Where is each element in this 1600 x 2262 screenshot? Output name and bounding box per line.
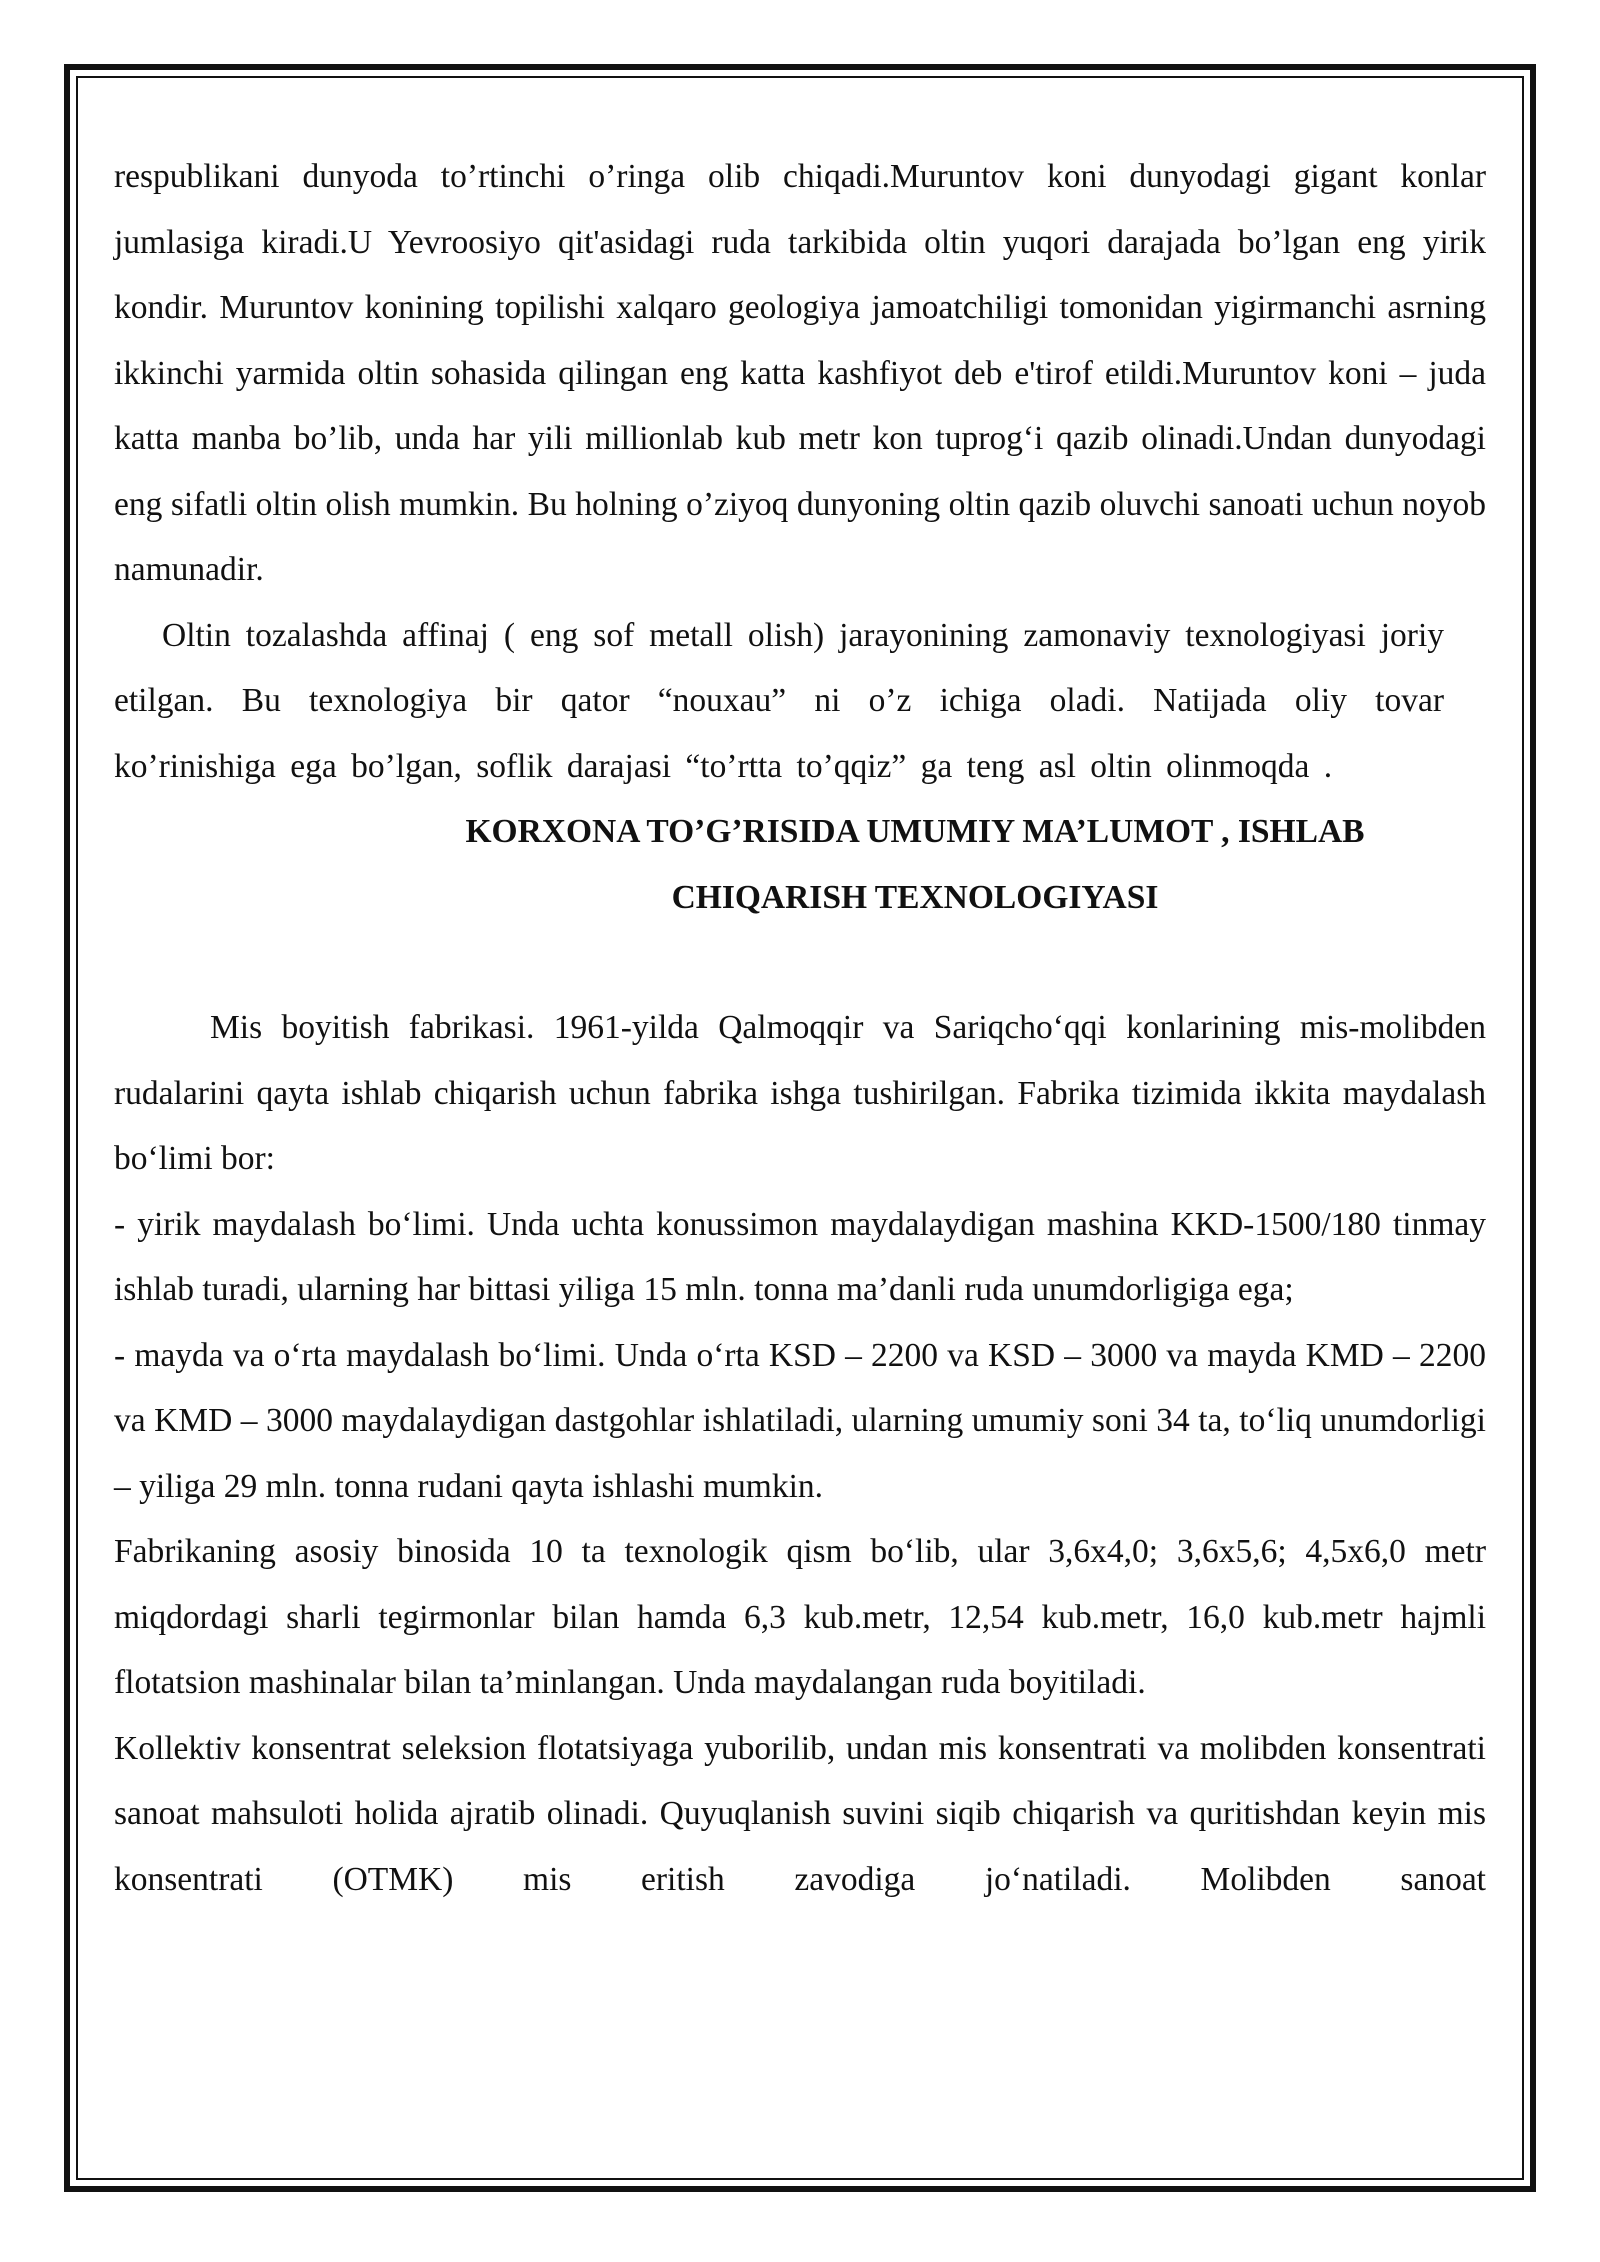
- paragraph-kollektiv-konsentrat: Kollektiv konsentrat seleksion flotatsiyaga yuborilib, undan mis konsentrati va molibden konsentrati sanoat mahsuloti holida ajratib olinadi. Quyuqlanish suvini siqib chiqarish va quritishdan keyin mis konsentrati (OTMK) mis eritish zavodiga jo‘natiladi. Molibden sanoat: [114, 1729, 1486, 1898]
- paragraph-affinaj: Oltin tozalashda affinaj ( eng sof metall olish) jarayonining zamonaviy texnologiyasi joriy etilgan. Bu texnologiya bir qator “nouxau” ni o’z ichiga oladi. Natijada oliy tovar ko’rinishiga ega bo’lgan, soflik darajasi “to’rtta to’qqiz” ga teng asl oltin olinmoqda .: [114, 616, 1444, 785]
- paragraph-yirik-maydalash: - yirik maydalash bo‘limi. Unda uchta konussimon maydalaydigan mashina KKD-1500/180 tinmay ishlab turadi, ularning har bittasi yiliga 15 mln. tonna ma’danli ruda unumdorligiga ega;: [114, 1205, 1486, 1308]
- heading-spacer: [114, 930, 1486, 995]
- paragraph-muruntov: respublikani dunyoda to’rtinchi o’ringa olib chiqadi.Muruntov koni dunyodagi gigant konlar jumlasiga kiradi.U Yevroosiyo qit'asidagi ruda tarkibida oltin yuqori darajada bo’lgan eng yirik kondir. Muruntov konining topilishi xalqaro geologiya jamoatchiligi tomonidan yigirmanchi asrning ikkinchi yarmida oltin sohasida qilingan eng katta kashfiyot deb e'tirof etildi.Muruntov koni – juda katta manba bo’lib, unda har yili millionlab kub metr kon tuprog‘i qazib olinadi.Undan dunyodagi eng sifatli oltin olish mumkin. Bu holning o’ziyoq dunyoning oltin qazib oluvchi sanoati uchun noyob namunadir.: [114, 158, 1486, 588]
- paragraph-asosiy-bino: Fabrikaning asosiy binosida 10 ta texnologik qism bo‘lib, ular 3,6x4,0; 3,6x5,6; 4,5x6,0 metr miqdordagi sharli tegirmonlar bilan hamda 6,3 kub.metr, 12,54 kub.metr, 16,0 kub.metr hajmli flotatsion mashinalar bilan ta’minlangan. Unda maydalangan ruda boyitiladi.: [114, 1533, 1486, 1701]
- section-heading: [114, 799, 1486, 930]
- paragraph-mis-boyitish: Mis boyitish fabrikasi. 1961-yilda Qalmoqqir va Sariqcho‘qqi konlarining mis-molibden rudalarini qayta ishlab chiqarish uchun fabrika ishga tushirilgan. Fabrika tizimida ikkita maydalash bo‘limi bor:: [114, 1009, 1486, 1177]
- section-heading-line1: KORXONA TO’G’RISIDA UMUMIY MA’LUMOT , ISHLAB: [465, 813, 1365, 850]
- document-body: [114, 144, 1486, 1912]
- paragraph-mayda-maydalash: - mayda va o‘rta maydalash bo‘limi. Unda o‘rta KSD – 2200 va KSD – 3000 va mayda KMD – 2200 va KMD – 3000 maydalaydigan dastgohlar ishlatiladi, ularning umumiy soni 34 ta, to‘liq unumdorligi – yiliga 29 mln. tonna rudani qayta ishlashi mumkin.: [114, 1336, 1486, 1505]
- section-heading-line2: CHIQARISH TEXNOLOGIYASI: [671, 878, 1159, 916]
